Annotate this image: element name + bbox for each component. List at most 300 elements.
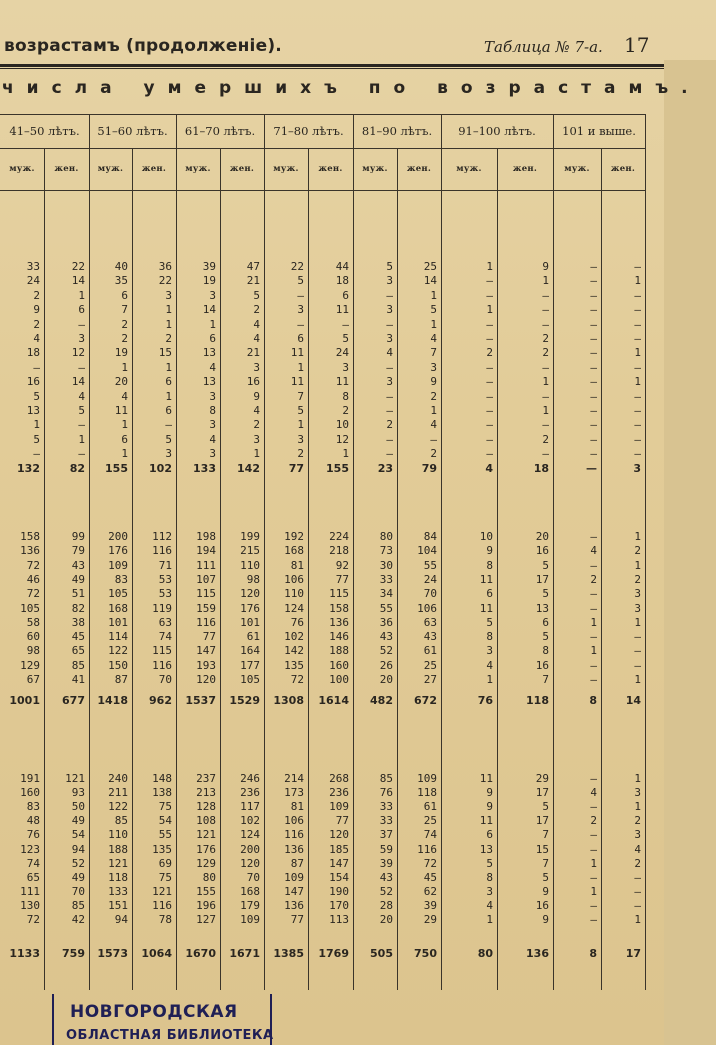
table-cell: 5 bbox=[486, 615, 493, 629]
table-cell: 1 bbox=[342, 447, 349, 461]
table-cell: 70 bbox=[158, 673, 172, 686]
table-cell: 45 bbox=[423, 870, 437, 884]
table-title: числа умершихъ по возрастамъ. bbox=[2, 78, 701, 98]
table-cell: 52 bbox=[71, 856, 85, 870]
sex-header: жен. bbox=[229, 164, 255, 174]
table-cell: 11 bbox=[335, 375, 349, 389]
table-cell: 14 bbox=[423, 274, 437, 288]
table-cell: 5 bbox=[33, 389, 40, 403]
table-cell: 4 bbox=[209, 360, 216, 374]
table-cell: 6 bbox=[209, 332, 216, 345]
column-divider bbox=[497, 148, 498, 990]
table-cell: — bbox=[634, 644, 641, 658]
table-cell: 3 bbox=[342, 360, 349, 374]
table-cell: 47 bbox=[246, 260, 260, 273]
table-cell: 93 bbox=[71, 786, 85, 800]
table-cell: 43 bbox=[423, 630, 437, 644]
table-cell: 44 bbox=[335, 260, 349, 273]
table-cell: 118 bbox=[417, 786, 437, 800]
sex-header: муж. bbox=[564, 164, 590, 174]
table-cell: 136 bbox=[284, 842, 304, 856]
table-cell: 7 bbox=[430, 346, 437, 360]
table-cell: — bbox=[33, 447, 40, 461]
table-cell: 1 bbox=[165, 360, 172, 374]
total-cell: 1064 bbox=[141, 947, 172, 960]
table-cell: 236 bbox=[329, 786, 349, 800]
table-cell: 16 bbox=[246, 375, 260, 389]
table-cell: 87 bbox=[114, 673, 128, 686]
table-cell: 177 bbox=[240, 658, 260, 672]
table-cell: — bbox=[486, 360, 493, 374]
table-cell: 1 bbox=[486, 303, 493, 317]
table-cell: 176 bbox=[240, 601, 260, 615]
table-cell: 170 bbox=[329, 898, 349, 912]
table-cell: 14 bbox=[71, 274, 85, 288]
table-cell: 106 bbox=[284, 814, 304, 828]
table-cell: 58 bbox=[26, 615, 40, 629]
table-cell: 121 bbox=[65, 772, 85, 785]
table-cell: 83 bbox=[26, 800, 40, 814]
table-cell: 9 bbox=[542, 260, 549, 273]
table-cell: 176 bbox=[108, 544, 128, 558]
table-cell: — bbox=[634, 447, 641, 461]
table-cell: 11 bbox=[479, 772, 493, 785]
table-cell: 9 bbox=[486, 544, 493, 558]
table-cell: 21 bbox=[246, 346, 260, 360]
table-cell: 11 bbox=[114, 404, 128, 417]
table-cell: — bbox=[486, 389, 493, 403]
table-cell: 5 bbox=[542, 558, 549, 572]
stamp-line-1: НОВГОРОДСКАЯ bbox=[70, 1002, 238, 1022]
table-cell: — bbox=[297, 288, 304, 302]
table-cell: 63 bbox=[423, 615, 437, 629]
table-cell: 16 bbox=[535, 658, 549, 672]
table-cell: 114 bbox=[108, 630, 128, 644]
table-cell: 133 bbox=[108, 884, 128, 898]
table-cell: 16 bbox=[26, 375, 40, 389]
table-cell: 27 bbox=[423, 673, 437, 686]
table-cell: 124 bbox=[240, 828, 260, 842]
table-cell: 3 bbox=[209, 389, 216, 403]
table-cell: — bbox=[634, 884, 641, 898]
total-cell: 677 bbox=[62, 694, 85, 707]
sex-header: жен. bbox=[141, 164, 167, 174]
table-cell: 3 bbox=[165, 288, 172, 302]
total-cell: 1671 bbox=[229, 947, 260, 960]
total-cell: 136 bbox=[526, 947, 549, 960]
table-cell: — bbox=[78, 418, 85, 432]
table-cell: 43 bbox=[71, 558, 85, 572]
table-cell: 2 bbox=[430, 389, 437, 403]
age-group-header: 91–100 лѣтъ. bbox=[458, 124, 536, 138]
table-cell: 2 bbox=[634, 572, 641, 586]
table-cell: — bbox=[590, 800, 597, 814]
table-cell: — bbox=[33, 360, 40, 374]
table-cell: — bbox=[590, 898, 597, 912]
total-cell: 1670 bbox=[185, 947, 216, 960]
table-cell: 116 bbox=[284, 828, 304, 842]
table-cell: 83 bbox=[114, 572, 128, 586]
table-cell: 11 bbox=[479, 572, 493, 586]
total-cell: 1418 bbox=[97, 694, 128, 707]
header-title: возрастамъ (продолженіе). bbox=[4, 36, 282, 56]
total-cell: 8 bbox=[589, 947, 597, 960]
table-cell: 115 bbox=[152, 644, 172, 658]
table-cell: 4 bbox=[253, 317, 260, 331]
table-cell: 13 bbox=[535, 601, 549, 615]
table-cell: 2 bbox=[634, 814, 641, 828]
table-cell: 6 bbox=[121, 288, 128, 302]
total-cell: 132 bbox=[17, 462, 40, 475]
table-cell: — bbox=[486, 432, 493, 446]
table-cell: 109 bbox=[240, 913, 260, 926]
table-cell: 1 bbox=[165, 317, 172, 331]
table-cell: 6 bbox=[486, 828, 493, 842]
table-cell: 109 bbox=[417, 772, 437, 785]
table-cell: 147 bbox=[329, 856, 349, 870]
table-cell: 185 bbox=[329, 842, 349, 856]
table-cell: 51 bbox=[71, 587, 85, 601]
header-bottom-rule bbox=[0, 190, 645, 191]
total-cell: 18 bbox=[533, 462, 549, 475]
table-cell: 116 bbox=[152, 544, 172, 558]
table-cell: 21 bbox=[246, 274, 260, 288]
table-cell: 120 bbox=[329, 828, 349, 842]
table-cell: 11 bbox=[479, 601, 493, 615]
table-cell: 76 bbox=[290, 615, 304, 629]
total-cell: 1573 bbox=[97, 947, 128, 960]
table-cell: 1 bbox=[121, 360, 128, 374]
table-cell: 20 bbox=[535, 530, 549, 543]
table-cell: 158 bbox=[329, 601, 349, 615]
table-cell: — bbox=[542, 418, 549, 432]
table-cell: 77 bbox=[335, 572, 349, 586]
sex-header: жен. bbox=[318, 164, 343, 174]
table-cell: — bbox=[542, 360, 549, 374]
table-cell: 1 bbox=[165, 389, 172, 403]
table-cell: 12 bbox=[335, 432, 349, 446]
table-cell: 5 bbox=[486, 856, 493, 870]
table-cell: — bbox=[590, 828, 597, 842]
table-cell: 124 bbox=[284, 601, 304, 615]
table-cell: 4 bbox=[209, 432, 216, 446]
table-cell: 55 bbox=[423, 558, 437, 572]
sex-header: жен. bbox=[54, 164, 79, 174]
table-title-row bbox=[0, 72, 701, 114]
table-cell: 3 bbox=[165, 447, 172, 461]
table-cell: 160 bbox=[329, 658, 349, 672]
table-cell: 188 bbox=[329, 644, 349, 658]
table-cell: 9 bbox=[486, 786, 493, 800]
table-cell: — bbox=[486, 375, 493, 389]
table-cell: 5 bbox=[297, 274, 304, 288]
table-cell: 3 bbox=[253, 360, 260, 374]
page-header bbox=[0, 30, 716, 66]
table-cell: 193 bbox=[196, 658, 216, 672]
table-cell: — bbox=[590, 432, 597, 446]
table-cell: 4 bbox=[121, 389, 128, 403]
table-cell: 246 bbox=[240, 772, 260, 785]
total-cell: 759 bbox=[62, 947, 85, 960]
total-cell: 1001 bbox=[9, 694, 40, 707]
table-cell: 17 bbox=[535, 786, 549, 800]
table-cell: 2 bbox=[634, 856, 641, 870]
table-cell: 3 bbox=[297, 303, 304, 317]
table-cell: 1 bbox=[430, 404, 437, 417]
table-cell: 53 bbox=[158, 587, 172, 601]
table-cell: 154 bbox=[329, 870, 349, 884]
table-cell: — bbox=[634, 630, 641, 644]
table-cell: — bbox=[590, 772, 597, 785]
table-cell: 16 bbox=[535, 544, 549, 558]
table-cell: 70 bbox=[71, 884, 85, 898]
group-divider bbox=[553, 114, 554, 990]
total-cell: 142 bbox=[237, 462, 260, 475]
total-cell: 672 bbox=[414, 694, 437, 707]
table-cell: — bbox=[78, 317, 85, 331]
table-cell: — bbox=[486, 288, 493, 302]
table-cell: 4 bbox=[253, 404, 260, 417]
table-cell: 9 bbox=[33, 303, 40, 317]
table-cell: 59 bbox=[379, 842, 393, 856]
table-cell: 215 bbox=[240, 544, 260, 558]
table-cell: 49 bbox=[71, 572, 85, 586]
table-cell: 80 bbox=[379, 530, 393, 543]
table-cell: 150 bbox=[108, 658, 128, 672]
table-cell: 158 bbox=[20, 530, 40, 543]
table-cell: 136 bbox=[20, 544, 40, 558]
table-cell: 22 bbox=[158, 274, 172, 288]
table-cell: — bbox=[634, 418, 641, 432]
table-cell: 11 bbox=[335, 303, 349, 317]
table-cell: 74 bbox=[158, 630, 172, 644]
table-cell: 1 bbox=[542, 375, 549, 389]
table-cell: 9 bbox=[542, 884, 549, 898]
table-cell: 196 bbox=[196, 898, 216, 912]
table-cell: — bbox=[590, 913, 597, 926]
page-number: 17 bbox=[624, 33, 650, 57]
table-cell: 173 bbox=[284, 786, 304, 800]
table-cell: 9 bbox=[253, 389, 260, 403]
table-cell: 71 bbox=[158, 558, 172, 572]
total-cell: 102 bbox=[149, 462, 172, 475]
table-cell: 135 bbox=[284, 658, 304, 672]
table-cell: 123 bbox=[20, 842, 40, 856]
sex-header: муж. bbox=[185, 164, 211, 174]
table-cell: 85 bbox=[71, 898, 85, 912]
age-group-header: 71–80 лѣтъ. bbox=[273, 124, 344, 138]
page-margin bbox=[664, 60, 716, 1045]
table-cell: 109 bbox=[108, 558, 128, 572]
table-cell: 9 bbox=[430, 375, 437, 389]
table-cell: 98 bbox=[246, 572, 260, 586]
table-cell: 2 bbox=[165, 332, 172, 345]
table-cell: — bbox=[486, 447, 493, 461]
table-cell: 1 bbox=[634, 346, 641, 360]
table-cell: 14 bbox=[71, 375, 85, 389]
total-cell: 8 bbox=[589, 694, 597, 707]
table-cell: 200 bbox=[108, 530, 128, 543]
table-cell: 4 bbox=[33, 332, 40, 345]
table-cell: 122 bbox=[108, 644, 128, 658]
table-cell: — bbox=[486, 317, 493, 331]
table-cell: 128 bbox=[196, 800, 216, 814]
table-cell: 94 bbox=[114, 913, 128, 926]
table-cell: 1 bbox=[486, 913, 493, 926]
table-cell: 1 bbox=[486, 673, 493, 686]
sex-header: муж. bbox=[97, 164, 124, 174]
table-cell: — bbox=[386, 360, 393, 374]
table-cell: 82 bbox=[71, 601, 85, 615]
total-cell: — bbox=[586, 462, 597, 475]
table-cell: 112 bbox=[152, 530, 172, 543]
table-cell: — bbox=[590, 303, 597, 317]
table-cell: 9 bbox=[542, 913, 549, 926]
table-cell: — bbox=[590, 447, 597, 461]
table-cell: 5 bbox=[542, 587, 549, 601]
table-cell: 2 bbox=[386, 418, 393, 432]
table-cell: — bbox=[590, 274, 597, 288]
table-cell: — bbox=[542, 447, 549, 461]
table-cell: 116 bbox=[196, 615, 216, 629]
total-cell: 3 bbox=[633, 462, 641, 475]
table-cell: 34 bbox=[379, 587, 393, 601]
table-cell: — bbox=[590, 870, 597, 884]
table-cell: 146 bbox=[329, 630, 349, 644]
table-cell: 8 bbox=[342, 389, 349, 403]
table-cell: 116 bbox=[417, 842, 437, 856]
table-cell: — bbox=[590, 601, 597, 615]
age-group-header: 51–60 лѣтъ. bbox=[97, 124, 168, 138]
table-cell: 1 bbox=[634, 913, 641, 926]
table-cell: 5 bbox=[430, 303, 437, 317]
table-cell: 54 bbox=[71, 828, 85, 842]
table-cell: 11 bbox=[479, 814, 493, 828]
table-cell: 1 bbox=[253, 447, 260, 461]
table-cell: — bbox=[542, 303, 549, 317]
table-cell: — bbox=[590, 418, 597, 432]
table-cell: — bbox=[590, 530, 597, 543]
table-cell: 3 bbox=[486, 644, 493, 658]
table-cell: 39 bbox=[202, 260, 216, 273]
table-cell: — bbox=[486, 274, 493, 288]
table-cell: 129 bbox=[20, 658, 40, 672]
table-cell: 20 bbox=[379, 913, 393, 926]
total-cell: 80 bbox=[477, 947, 493, 960]
table-cell: 65 bbox=[26, 870, 40, 884]
table-cell: — bbox=[590, 360, 597, 374]
table-cell: — bbox=[590, 346, 597, 360]
table-cell: 73 bbox=[379, 544, 393, 558]
table-cell: 13 bbox=[202, 346, 216, 360]
table-cell: 113 bbox=[329, 913, 349, 926]
table-cell: 52 bbox=[379, 644, 393, 658]
table-cell: — bbox=[386, 288, 393, 302]
table-cell: 136 bbox=[329, 615, 349, 629]
table-cell: 4 bbox=[486, 898, 493, 912]
table-cell: 1 bbox=[634, 530, 641, 543]
table-cell: 3 bbox=[209, 418, 216, 432]
table-cell: 55 bbox=[379, 601, 393, 615]
table-cell: 33 bbox=[26, 260, 40, 273]
total-cell: 482 bbox=[370, 694, 393, 707]
table-cell: 104 bbox=[417, 544, 437, 558]
table-cell: 179 bbox=[240, 898, 260, 912]
table-cell: 2 bbox=[33, 288, 40, 302]
table-cell: 5 bbox=[165, 432, 172, 446]
table-cell: 5 bbox=[297, 404, 304, 417]
table-cell: 5 bbox=[542, 870, 549, 884]
table-cell: — bbox=[634, 360, 641, 374]
table-cell: 11 bbox=[290, 346, 304, 360]
table-cell: 237 bbox=[196, 772, 216, 785]
table-cell: 105 bbox=[108, 587, 128, 601]
table-cell: 81 bbox=[290, 558, 304, 572]
table-cell: 94 bbox=[71, 842, 85, 856]
table-cell: 190 bbox=[329, 884, 349, 898]
table-cell: 117 bbox=[240, 800, 260, 814]
table-cell: 1 bbox=[634, 375, 641, 389]
table-cell: 1 bbox=[542, 274, 549, 288]
table-cell: 188 bbox=[108, 842, 128, 856]
table-cell: 102 bbox=[240, 814, 260, 828]
table-cell: 18 bbox=[335, 274, 349, 288]
table-cell: 1 bbox=[590, 884, 597, 898]
table-cell: 1 bbox=[297, 418, 304, 432]
group-divider bbox=[441, 114, 442, 990]
table-cell: 7 bbox=[542, 856, 549, 870]
table-cell: 70 bbox=[246, 870, 260, 884]
total-cell: 1529 bbox=[229, 694, 260, 707]
sex-header: жен. bbox=[406, 164, 432, 174]
total-cell: 1133 bbox=[9, 947, 40, 960]
table-cell: 1 bbox=[634, 673, 641, 686]
table-cell: 17 bbox=[535, 572, 549, 586]
table-cell: 33 bbox=[379, 572, 393, 586]
table-cell: 2 bbox=[590, 814, 597, 828]
table-cell: 60 bbox=[26, 630, 40, 644]
table-cell: — bbox=[634, 389, 641, 403]
table-cell: — bbox=[634, 332, 641, 345]
table-cell: 79 bbox=[71, 544, 85, 558]
table-cell: 87 bbox=[290, 856, 304, 870]
table-cell: 7 bbox=[297, 389, 304, 403]
table-cell: 1 bbox=[430, 288, 437, 302]
total-cell: 4 bbox=[485, 462, 493, 475]
table-cell: 8 bbox=[209, 404, 216, 417]
table-cell: 4 bbox=[430, 332, 437, 345]
table-cell: 176 bbox=[196, 842, 216, 856]
table-cell: 240 bbox=[108, 772, 128, 785]
table-cell: 40 bbox=[114, 260, 128, 273]
table-cell: 108 bbox=[196, 814, 216, 828]
table-cell: 10 bbox=[335, 418, 349, 432]
table-cell: 41 bbox=[71, 673, 85, 686]
table-cell: — bbox=[590, 630, 597, 644]
table-cell: 164 bbox=[240, 644, 260, 658]
total-cell: 79 bbox=[421, 462, 437, 475]
table-cell: 3 bbox=[634, 828, 641, 842]
table-cell: 2 bbox=[121, 332, 128, 345]
table-cell: 29 bbox=[423, 913, 437, 926]
table-cell: 2 bbox=[253, 418, 260, 432]
table-cell: — bbox=[590, 260, 597, 273]
age-group-header: 81–90 лѣтъ. bbox=[361, 124, 433, 138]
table-cell: — bbox=[486, 418, 493, 432]
table-cell: 3 bbox=[209, 288, 216, 302]
table-cell: 46 bbox=[26, 572, 40, 586]
table-cell: 118 bbox=[108, 870, 128, 884]
